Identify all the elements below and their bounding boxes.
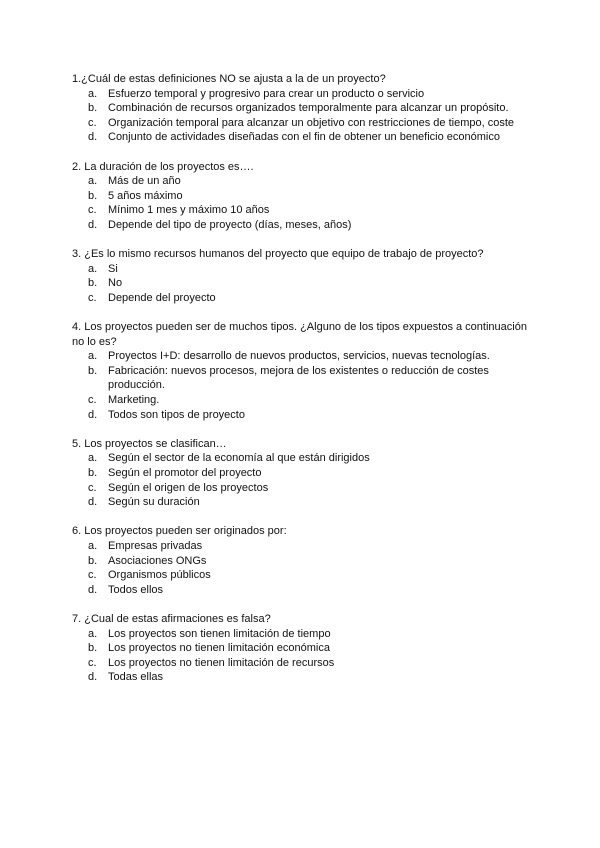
option-text: Según su duración xyxy=(108,496,200,509)
option-letter: c. xyxy=(88,116,97,129)
answer-option xyxy=(72,481,532,496)
option-letter: d. xyxy=(88,671,98,684)
option-letter: c. xyxy=(88,481,97,494)
question-text: 1.¿Cuál de estas definiciones NO se ajusta a la de un proyecto? xyxy=(72,73,386,85)
answer-option xyxy=(72,539,532,554)
option-letter: c. xyxy=(88,656,97,669)
option-text: Proyectos I+D: desarrollo de nuevos productos, servicios, nuevas tecnologías. xyxy=(108,350,490,363)
option-list xyxy=(72,262,532,306)
question-4 xyxy=(72,320,532,422)
option-list xyxy=(72,87,532,145)
answer-option xyxy=(72,101,532,116)
option-text: Fabricación: nuevos procesos, mejora de los existentes o reducción de costes producción. xyxy=(108,364,489,392)
question-2 xyxy=(72,160,532,233)
option-list xyxy=(72,174,532,232)
answer-option xyxy=(72,218,532,233)
option-letter: c. xyxy=(88,291,97,304)
option-text: Según el origen de los proyectos xyxy=(108,481,269,494)
option-text: Organización temporal para alcanzar un objetivo con restricciones de tiempo, coste xyxy=(108,116,514,129)
answer-option xyxy=(72,87,532,102)
answer-option xyxy=(72,276,532,291)
option-letter: b. xyxy=(88,364,98,377)
option-text: Todos ellos xyxy=(108,583,164,596)
option-letter: d. xyxy=(88,496,98,509)
option-text: 5 años máximo xyxy=(108,189,183,202)
option-text: Depende del tipo de proyecto (días, meses, años) xyxy=(108,218,352,231)
option-list xyxy=(72,539,532,597)
question-text: 2. La duración de los proyectos es…. xyxy=(72,160,254,173)
answer-option xyxy=(72,291,532,306)
option-text: Esfuerzo temporal y progresivo para crear un producto o servicio xyxy=(108,87,425,100)
question-text: 4. Los proyectos pueden ser de muchos tipos. ¿Alguno de los tipos expuestos a continuación no lo es? xyxy=(72,321,527,348)
answer-option xyxy=(72,174,532,189)
option-text: Más de un año xyxy=(108,175,181,188)
answer-option xyxy=(72,262,532,277)
option-letter: a. xyxy=(88,627,98,640)
option-text: Asociaciones ONGs xyxy=(108,554,207,567)
answer-option xyxy=(72,349,532,364)
answer-option xyxy=(72,583,532,598)
option-text: Depende del proyecto xyxy=(108,291,216,304)
option-list xyxy=(72,349,532,422)
option-letter: d. xyxy=(88,131,98,144)
option-letter: d. xyxy=(88,218,98,231)
answer-option xyxy=(72,627,532,642)
option-list xyxy=(72,451,532,509)
question-6 xyxy=(72,524,532,597)
question-text: 5. Los proyectos se clasifican… xyxy=(72,437,227,450)
option-letter: b. xyxy=(88,189,98,202)
question-text: 6. Los proyectos pueden ser originados por: xyxy=(72,525,287,538)
answer-option xyxy=(72,568,532,583)
answer-option xyxy=(72,451,532,466)
option-letter: b. xyxy=(88,554,98,567)
option-text: Todas ellas xyxy=(108,671,164,684)
question-1 xyxy=(72,72,532,145)
option-text: Organismos públicos xyxy=(108,569,211,582)
answer-option xyxy=(72,641,532,656)
option-letter: c. xyxy=(88,569,97,582)
answer-option xyxy=(72,189,532,204)
option-text: Marketing. xyxy=(108,394,160,407)
option-letter: c. xyxy=(88,204,97,217)
option-letter: a. xyxy=(88,262,98,275)
answer-option xyxy=(72,670,532,685)
option-letter: b. xyxy=(88,102,98,115)
option-letter: d. xyxy=(88,408,98,421)
option-text: Según el sector de la economía al que están dirigidos xyxy=(108,452,370,465)
option-text: Conjunto de actividades diseñadas con el fin de obtener un beneficio económico xyxy=(108,131,500,144)
option-text: Según el promotor del proyecto xyxy=(108,467,262,480)
answer-option xyxy=(72,495,532,510)
answer-option xyxy=(72,130,532,145)
answer-option xyxy=(72,466,532,481)
question-list xyxy=(72,72,532,700)
option-letter: a. xyxy=(88,175,98,188)
option-letter: a. xyxy=(88,540,98,552)
option-text: No xyxy=(108,277,123,290)
question-5 xyxy=(72,437,532,510)
answer-option xyxy=(72,393,532,408)
answer-option xyxy=(72,656,532,671)
question-3 xyxy=(72,247,532,305)
answer-option xyxy=(72,364,532,393)
question-text: 7. ¿Cual de estas afirmaciones es falsa? xyxy=(72,612,271,625)
option-letter: b. xyxy=(88,642,98,655)
answer-option xyxy=(72,203,532,218)
option-letter: b. xyxy=(88,277,98,290)
option-text: Si xyxy=(108,262,118,275)
option-list xyxy=(72,627,532,685)
option-letter: c. xyxy=(88,394,97,407)
option-letter: a. xyxy=(88,452,98,465)
option-letter: a. xyxy=(88,87,98,100)
question-7 xyxy=(72,612,532,685)
question-text: 3. ¿Es lo mismo recursos humanos del proyecto que equipo de trabajo de proyecto? xyxy=(72,248,484,261)
option-text: Mínimo 1 mes y máximo 10 años xyxy=(108,204,270,217)
option-text: Los proyectos son tienen limitación de tiempo xyxy=(108,627,331,640)
option-text: Combinación de recursos organizados temporalmente para alcanzar un propósito. xyxy=(108,102,509,115)
answer-option xyxy=(72,408,532,423)
option-text: Empresas privadas xyxy=(108,540,203,552)
option-text: Todos son tipos de proyecto xyxy=(108,408,245,421)
option-letter: d. xyxy=(88,583,98,596)
option-letter: b. xyxy=(88,467,98,480)
option-letter: a. xyxy=(88,350,98,363)
answer-option xyxy=(72,116,532,131)
option-text: Los proyectos no tienen limitación económica xyxy=(108,642,330,655)
answer-option xyxy=(72,554,532,569)
option-text: Los proyectos no tienen limitación de recursos xyxy=(108,656,335,669)
